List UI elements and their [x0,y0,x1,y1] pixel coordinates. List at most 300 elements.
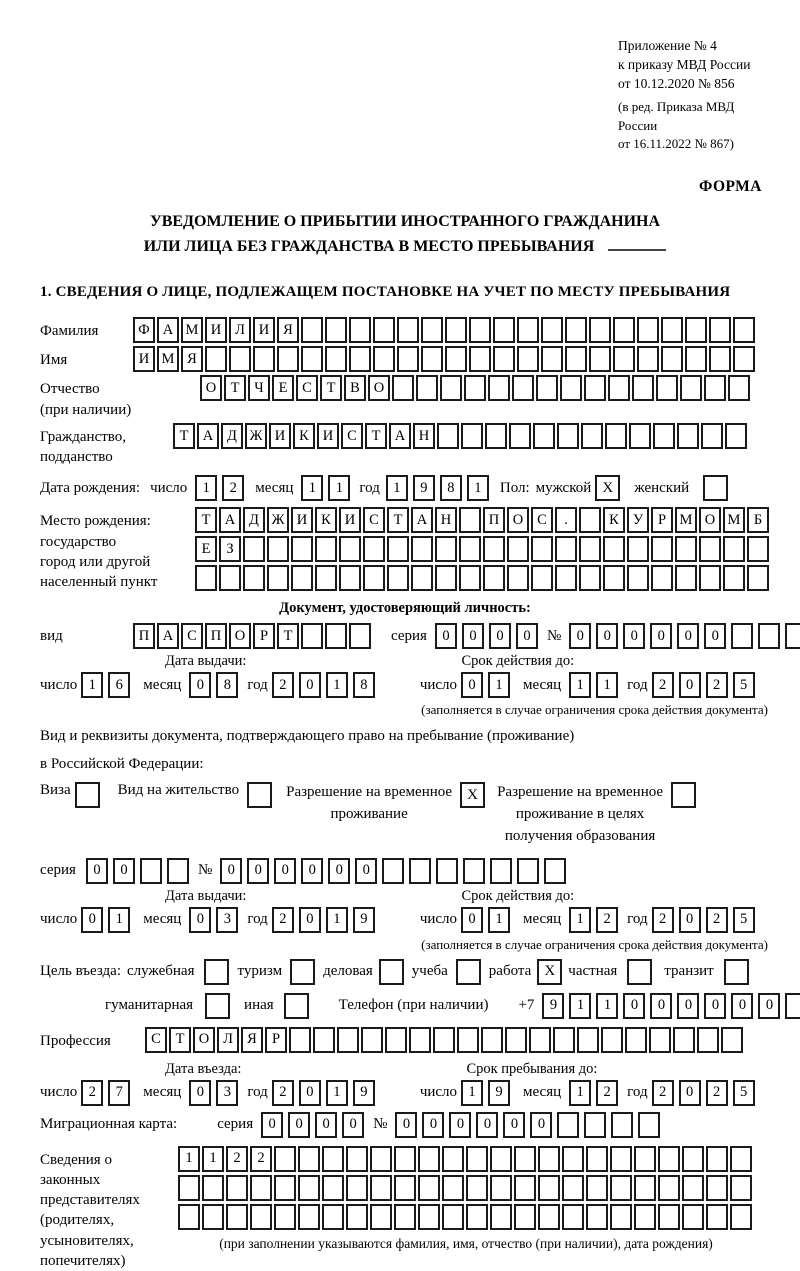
char-cell[interactable] [490,1146,512,1172]
char-cell[interactable] [625,1027,647,1053]
char-cell[interactable] [627,565,649,591]
char-cell[interactable] [459,507,481,533]
char-cell[interactable] [466,1175,488,1201]
char-cell[interactable]: 0 [189,1080,211,1106]
char-cell[interactable]: 0 [315,1112,337,1138]
char-cell[interactable]: 0 [113,858,135,884]
char-cell[interactable] [178,1175,200,1201]
char-cell[interactable] [589,346,611,372]
char-cell[interactable]: Я [181,346,203,372]
char-cell[interactable]: С [181,623,203,649]
char-cell[interactable] [493,317,515,343]
char-cell[interactable]: А [389,423,411,449]
char-cell[interactable]: 0 [301,858,323,884]
char-cell[interactable] [634,1146,656,1172]
char-cell[interactable] [490,1175,512,1201]
char-cell[interactable] [481,1027,503,1053]
char-cell[interactable] [699,565,721,591]
char-cell[interactable] [730,1175,752,1201]
char-cell[interactable] [758,623,780,649]
char-cell[interactable] [229,346,251,372]
char-cell[interactable] [202,1175,224,1201]
char-cell[interactable] [298,1146,320,1172]
char-cell[interactable]: 3 [216,1080,238,1106]
char-cell[interactable]: 2 [272,907,294,933]
char-cell[interactable] [733,346,755,372]
char-cell[interactable] [301,346,323,372]
char-cell[interactable] [469,346,491,372]
char-cell[interactable]: О [200,375,222,401]
char-cell[interactable]: 0 [679,907,701,933]
char-cell[interactable]: 1 [326,672,348,698]
char-cell[interactable] [385,1027,407,1053]
char-cell[interactable] [555,536,577,562]
char-cell[interactable] [322,1146,344,1172]
char-cell[interactable] [457,1027,479,1053]
char-cell[interactable] [682,1204,704,1230]
char-cell[interactable]: Е [272,375,294,401]
char-cell[interactable] [461,423,483,449]
char-cell[interactable]: 8 [216,672,238,698]
char-cell[interactable] [723,565,745,591]
char-cell[interactable] [202,1204,224,1230]
char-cell[interactable]: 8 [440,475,462,501]
char-cell[interactable] [682,1175,704,1201]
char-cell[interactable] [485,423,507,449]
char-cell[interactable] [673,1027,695,1053]
residence-permit-checkbox[interactable] [247,782,272,808]
char-cell[interactable] [634,1175,656,1201]
char-cell[interactable] [507,536,529,562]
char-cell[interactable] [557,1112,579,1138]
char-cell[interactable] [661,346,683,372]
char-cell[interactable] [675,536,697,562]
char-cell[interactable]: А [157,317,179,343]
char-cell[interactable]: Т [320,375,342,401]
char-cell[interactable] [167,858,189,884]
char-cell[interactable] [586,1175,608,1201]
char-cell[interactable]: 0 [623,993,645,1019]
char-cell[interactable] [250,1204,272,1230]
char-cell[interactable] [205,346,227,372]
char-cell[interactable] [243,536,265,562]
char-cell[interactable]: Ф [133,317,155,343]
char-cell[interactable] [509,423,531,449]
char-cell[interactable] [349,346,371,372]
char-cell[interactable]: 2 [596,907,618,933]
char-cell[interactable]: 0 [489,623,511,649]
char-cell[interactable]: П [133,623,155,649]
char-cell[interactable]: О [229,623,251,649]
char-cell[interactable]: Ж [267,507,289,533]
char-cell[interactable] [723,536,745,562]
sex-male-checkbox[interactable]: X [595,475,620,501]
char-cell[interactable] [361,1027,383,1053]
char-cell[interactable]: Л [217,1027,239,1053]
char-cell[interactable]: 0 [704,993,726,1019]
char-cell[interactable] [346,1204,368,1230]
char-cell[interactable]: М [157,346,179,372]
char-cell[interactable] [709,317,731,343]
purpose-transit-checkbox[interactable] [724,959,749,985]
char-cell[interactable]: . [555,507,577,533]
char-cell[interactable]: 0 [299,907,321,933]
purpose-study-checkbox[interactable] [456,959,481,985]
char-cell[interactable] [291,536,313,562]
char-cell[interactable]: 1 [596,672,618,698]
char-cell[interactable] [301,623,323,649]
char-cell[interactable] [579,507,601,533]
char-cell[interactable] [370,1204,392,1230]
char-cell[interactable] [469,317,491,343]
char-cell[interactable]: 0 [476,1112,498,1138]
char-cell[interactable] [637,317,659,343]
char-cell[interactable] [579,565,601,591]
char-cell[interactable]: 0 [679,1080,701,1106]
char-cell[interactable] [226,1204,248,1230]
char-cell[interactable] [416,375,438,401]
char-cell[interactable]: О [368,375,390,401]
char-cell[interactable] [706,1204,728,1230]
char-cell[interactable]: 0 [650,623,672,649]
char-cell[interactable] [363,536,385,562]
char-cell[interactable] [553,1027,575,1053]
char-cell[interactable]: С [531,507,553,533]
char-cell[interactable]: Т [195,507,217,533]
char-cell[interactable] [608,375,630,401]
char-cell[interactable]: 1 [596,993,618,1019]
char-cell[interactable] [373,346,395,372]
char-cell[interactable] [603,565,625,591]
char-cell[interactable] [277,346,299,372]
char-cell[interactable]: 1 [328,475,350,501]
char-cell[interactable]: 1 [467,475,489,501]
char-cell[interactable] [584,1112,606,1138]
char-cell[interactable] [610,1146,632,1172]
char-cell[interactable]: 0 [461,907,483,933]
char-cell[interactable] [421,317,443,343]
char-cell[interactable] [725,423,747,449]
char-cell[interactable]: 0 [503,1112,525,1138]
char-cell[interactable] [649,1027,671,1053]
char-cell[interactable] [634,1204,656,1230]
char-cell[interactable] [565,346,587,372]
char-cell[interactable] [392,375,414,401]
char-cell[interactable]: 0 [449,1112,471,1138]
char-cell[interactable]: И [269,423,291,449]
char-cell[interactable] [514,1175,536,1201]
char-cell[interactable] [382,858,404,884]
char-cell[interactable]: И [339,507,361,533]
char-cell[interactable] [658,1204,680,1230]
char-cell[interactable] [445,317,467,343]
char-cell[interactable] [219,565,241,591]
char-cell[interactable] [603,536,625,562]
char-cell[interactable]: Е [195,536,217,562]
char-cell[interactable]: 2 [272,672,294,698]
char-cell[interactable]: 1 [108,907,130,933]
char-cell[interactable] [445,346,467,372]
char-cell[interactable]: 2 [652,907,674,933]
char-cell[interactable]: С [296,375,318,401]
char-cell[interactable] [610,1204,632,1230]
char-cell[interactable] [601,1027,623,1053]
char-cell[interactable]: П [205,623,227,649]
char-cell[interactable] [267,565,289,591]
char-cell[interactable] [418,1204,440,1230]
purpose-work-checkbox[interactable]: X [537,959,562,985]
char-cell[interactable] [325,623,347,649]
char-cell[interactable] [442,1146,464,1172]
char-cell[interactable]: 8 [353,672,375,698]
char-cell[interactable] [274,1146,296,1172]
char-cell[interactable] [435,565,457,591]
char-cell[interactable] [195,565,217,591]
char-cell[interactable]: 2 [596,1080,618,1106]
char-cell[interactable] [562,1175,584,1201]
char-cell[interactable] [586,1204,608,1230]
char-cell[interactable]: А [411,507,433,533]
purpose-humanitarian-checkbox[interactable] [205,993,230,1019]
char-cell[interactable] [322,1204,344,1230]
char-cell[interactable] [337,1027,359,1053]
char-cell[interactable]: 0 [299,672,321,698]
char-cell[interactable] [315,536,337,562]
char-cell[interactable]: 0 [758,993,780,1019]
char-cell[interactable]: 9 [413,475,435,501]
char-cell[interactable] [747,536,769,562]
char-cell[interactable]: 0 [355,858,377,884]
char-cell[interactable]: С [341,423,363,449]
purpose-private-checkbox[interactable] [627,959,652,985]
char-cell[interactable]: 2 [226,1146,248,1172]
char-cell[interactable]: 0 [516,623,538,649]
char-cell[interactable] [562,1146,584,1172]
temp-residence-checkbox[interactable]: X [460,782,485,808]
char-cell[interactable]: И [133,346,155,372]
char-cell[interactable]: З [219,536,241,562]
char-cell[interactable] [658,1175,680,1201]
char-cell[interactable]: С [363,507,385,533]
char-cell[interactable]: 1 [81,672,103,698]
char-cell[interactable]: 0 [462,623,484,649]
char-cell[interactable]: Т [169,1027,191,1053]
char-cell[interactable] [418,1175,440,1201]
char-cell[interactable] [409,1027,431,1053]
purpose-official-checkbox[interactable] [204,959,229,985]
char-cell[interactable] [538,1175,560,1201]
char-cell[interactable]: О [507,507,529,533]
char-cell[interactable] [339,536,361,562]
char-cell[interactable] [436,858,458,884]
char-cell[interactable] [267,536,289,562]
char-cell[interactable] [490,1204,512,1230]
char-cell[interactable]: 1 [569,1080,591,1106]
char-cell[interactable] [298,1204,320,1230]
char-cell[interactable]: К [315,507,337,533]
char-cell[interactable] [514,1204,536,1230]
char-cell[interactable]: 7 [108,1080,130,1106]
char-cell[interactable]: Б [747,507,769,533]
char-cell[interactable] [637,346,659,372]
char-cell[interactable]: Р [651,507,673,533]
char-cell[interactable]: Т [277,623,299,649]
char-cell[interactable] [658,1146,680,1172]
char-cell[interactable] [611,1112,633,1138]
char-cell[interactable]: 0 [328,858,350,884]
char-cell[interactable] [536,375,558,401]
char-cell[interactable] [322,1175,344,1201]
char-cell[interactable] [579,536,601,562]
char-cell[interactable] [243,565,265,591]
char-cell[interactable] [394,1175,416,1201]
char-cell[interactable] [178,1204,200,1230]
char-cell[interactable]: 2 [652,1080,674,1106]
char-cell[interactable]: 9 [488,1080,510,1106]
char-cell[interactable]: К [603,507,625,533]
char-cell[interactable] [411,565,433,591]
char-cell[interactable] [613,346,635,372]
char-cell[interactable] [701,423,723,449]
char-cell[interactable] [533,423,555,449]
char-cell[interactable] [274,1204,296,1230]
char-cell[interactable] [680,375,702,401]
char-cell[interactable]: 0 [86,858,108,884]
char-cell[interactable]: 1 [326,1080,348,1106]
char-cell[interactable]: Р [253,623,275,649]
char-cell[interactable] [466,1146,488,1172]
char-cell[interactable]: 0 [261,1112,283,1138]
char-cell[interactable] [440,375,462,401]
char-cell[interactable] [459,565,481,591]
char-cell[interactable] [581,423,603,449]
char-cell[interactable]: И [291,507,313,533]
char-cell[interactable]: 6 [108,672,130,698]
char-cell[interactable]: 0 [435,623,457,649]
char-cell[interactable] [785,623,800,649]
char-cell[interactable]: Т [387,507,409,533]
char-cell[interactable]: 9 [542,993,564,1019]
char-cell[interactable] [394,1146,416,1172]
char-cell[interactable] [349,623,371,649]
char-cell[interactable] [557,423,579,449]
char-cell[interactable]: И [317,423,339,449]
char-cell[interactable] [675,565,697,591]
char-cell[interactable]: 0 [650,993,672,1019]
purpose-business-checkbox[interactable] [379,959,404,985]
char-cell[interactable] [706,1175,728,1201]
char-cell[interactable]: 1 [195,475,217,501]
char-cell[interactable] [605,423,627,449]
char-cell[interactable] [541,346,563,372]
char-cell[interactable] [397,317,419,343]
char-cell[interactable]: 5 [733,907,755,933]
char-cell[interactable] [387,536,409,562]
char-cell[interactable] [315,565,337,591]
char-cell[interactable]: С [145,1027,167,1053]
char-cell[interactable] [488,375,510,401]
char-cell[interactable] [490,858,512,884]
char-cell[interactable] [785,993,800,1019]
char-cell[interactable]: 9 [353,907,375,933]
char-cell[interactable]: Н [435,507,457,533]
char-cell[interactable] [731,623,753,649]
char-cell[interactable] [437,423,459,449]
char-cell[interactable]: Я [241,1027,263,1053]
char-cell[interactable] [435,536,457,562]
char-cell[interactable]: К [293,423,315,449]
char-cell[interactable]: М [181,317,203,343]
char-cell[interactable]: 1 [569,907,591,933]
char-cell[interactable] [709,346,731,372]
char-cell[interactable] [728,375,750,401]
char-cell[interactable]: 2 [222,475,244,501]
char-cell[interactable]: 1 [569,993,591,1019]
char-cell[interactable]: В [344,375,366,401]
char-cell[interactable] [651,536,673,562]
char-cell[interactable]: 1 [202,1146,224,1172]
char-cell[interactable]: Д [243,507,265,533]
char-cell[interactable]: 2 [706,1080,728,1106]
char-cell[interactable] [274,1175,296,1201]
char-cell[interactable]: 0 [530,1112,552,1138]
char-cell[interactable]: М [675,507,697,533]
char-cell[interactable] [730,1146,752,1172]
char-cell[interactable]: 2 [652,672,674,698]
char-cell[interactable] [627,536,649,562]
char-cell[interactable] [531,536,553,562]
char-cell[interactable]: 0 [422,1112,444,1138]
char-cell[interactable] [339,565,361,591]
char-cell[interactable] [531,565,553,591]
char-cell[interactable] [629,423,651,449]
char-cell[interactable] [483,565,505,591]
char-cell[interactable] [253,346,275,372]
char-cell[interactable]: 1 [301,475,323,501]
char-cell[interactable] [433,1027,455,1053]
char-cell[interactable]: 1 [488,907,510,933]
char-cell[interactable] [313,1027,335,1053]
char-cell[interactable]: И [253,317,275,343]
char-cell[interactable]: 0 [679,672,701,698]
char-cell[interactable]: Т [224,375,246,401]
char-cell[interactable] [325,346,347,372]
char-cell[interactable] [325,317,347,343]
char-cell[interactable] [704,375,726,401]
char-cell[interactable]: 5 [733,1080,755,1106]
char-cell[interactable] [507,565,529,591]
char-cell[interactable] [653,423,675,449]
char-cell[interactable] [733,317,755,343]
sex-female-checkbox[interactable] [703,475,728,501]
char-cell[interactable] [538,1204,560,1230]
char-cell[interactable] [661,317,683,343]
char-cell[interactable]: Ж [245,423,267,449]
char-cell[interactable]: 0 [623,623,645,649]
char-cell[interactable]: 9 [353,1080,375,1106]
char-cell[interactable] [638,1112,660,1138]
char-cell[interactable]: 0 [299,1080,321,1106]
char-cell[interactable]: 0 [461,672,483,698]
char-cell[interactable] [409,858,431,884]
char-cell[interactable]: А [157,623,179,649]
char-cell[interactable] [464,375,486,401]
char-cell[interactable] [397,346,419,372]
char-cell[interactable] [363,565,385,591]
char-cell[interactable] [140,858,162,884]
char-cell[interactable] [577,1027,599,1053]
char-cell[interactable] [466,1204,488,1230]
